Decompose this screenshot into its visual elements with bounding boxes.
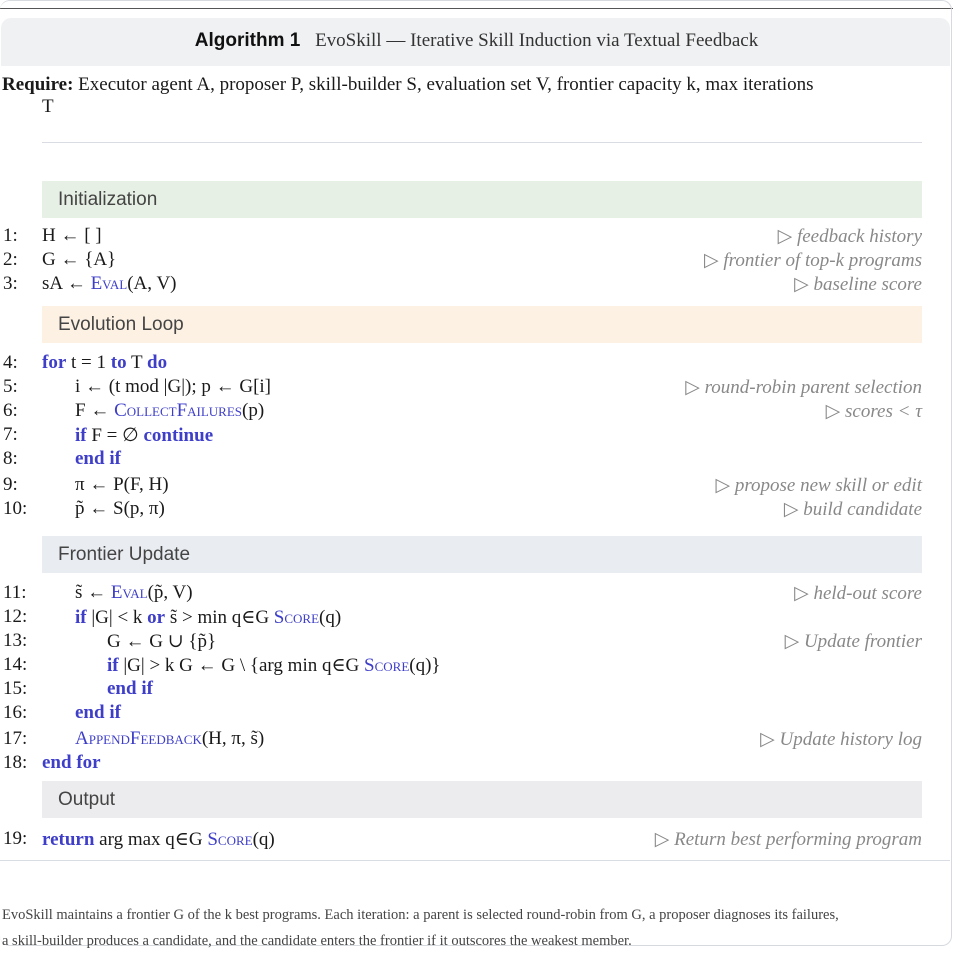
algorithm-line — [0, 249, 922, 273]
line-code: end if — [75, 702, 121, 723]
caption — [2, 902, 952, 954]
line-code: G ← {A} — [42, 249, 117, 270]
algorithm-line — [0, 273, 922, 297]
algorithm-line — [0, 606, 922, 630]
line-code: if F = ∅ continue — [75, 425, 214, 446]
algorithm-line — [0, 448, 922, 472]
line-comment: ▷ baseline score — [794, 274, 922, 295]
section-evolution-loop — [42, 306, 922, 343]
algorithm-line — [0, 678, 922, 702]
line-number: 6: — [3, 400, 18, 421]
line-number: 5: — [3, 376, 18, 397]
line-comment: ▷ feedback history — [777, 226, 922, 247]
require-label: Require: — [2, 74, 74, 95]
line-number: 7: — [3, 424, 18, 445]
line-number: 15: — [3, 678, 28, 699]
line-code: return arg max q∈G Score(q) — [42, 829, 275, 850]
line-number: 8: — [3, 448, 18, 469]
line-code: G ← G ∪ {p̃} — [107, 631, 217, 652]
algorithm-line — [0, 498, 922, 522]
line-comment: ▷ scores < τ — [825, 401, 922, 422]
section-label: Output — [58, 789, 116, 810]
line-code: end if — [107, 678, 153, 699]
caption-line-1: EvoSkill maintains a frontier G of the k best programs. Each iteration: a parent is selected round-robin from G, a proposer diagnoses its failures, — [2, 907, 839, 923]
line-code: F ← CollectFailures(p) — [75, 400, 265, 421]
line-code: end if — [75, 448, 121, 469]
line-code: s̃ ← Eval(p̃, V) — [75, 582, 193, 603]
divider — [0, 860, 950, 861]
line-number: 12: — [3, 606, 28, 627]
line-number: 19: — [3, 828, 28, 849]
require-block — [2, 74, 927, 118]
require-text: Executor agent A, proposer P, skill-builder S, evaluation set V, frontier capacity k, max iterations — [78, 74, 814, 95]
algorithm-line — [0, 752, 922, 776]
line-comment: ▷ held-out score — [794, 583, 922, 604]
line-code: p̃ ← S(p, π) — [75, 498, 165, 519]
line-code: sA ← Eval(A, V) — [42, 273, 177, 294]
algorithm-line — [0, 582, 922, 606]
line-code: if |G| < k or s̃ > min q∈G Score(q) — [75, 607, 342, 628]
line-number: 10: — [3, 498, 28, 519]
algorithm-line — [0, 225, 922, 249]
line-code: H ← [ ] — [42, 225, 102, 246]
line-comment: ▷ frontier of top-k programs — [704, 250, 922, 271]
algorithm-line — [0, 654, 922, 678]
algorithm-line — [0, 474, 922, 498]
algorithm-label: Algorithm 1 — [194, 30, 301, 51]
line-number: 16: — [3, 702, 28, 723]
line-number: 11: — [3, 582, 27, 603]
line-number: 17: — [3, 728, 28, 749]
algorithm-line — [0, 702, 922, 726]
algorithm-name: EvoSkill — Iterative Skill Induction via Textual Feedback — [315, 30, 759, 51]
line-code: if |G| > k G ← G \ {arg min q∈G Score(q)} — [107, 655, 441, 676]
line-number: 9: — [3, 474, 18, 495]
line-comment: ▷ Update history log — [760, 729, 922, 750]
line-number: 2: — [3, 249, 18, 270]
line-number: 13: — [3, 630, 28, 651]
algorithm-line — [0, 828, 922, 852]
section-initialization — [42, 181, 922, 218]
line-number: 14: — [3, 654, 28, 675]
algorithm-line — [0, 424, 922, 448]
line-comment: ▷ propose new skill or edit — [715, 475, 922, 496]
algorithm-line — [0, 376, 922, 400]
section-output — [42, 781, 922, 818]
line-comment: ▷ build candidate — [783, 499, 922, 520]
line-code: for t = 1 to T do — [42, 352, 168, 373]
algorithm-line — [0, 630, 922, 654]
line-number: 4: — [3, 352, 18, 373]
line-comment: ▷ Update frontier — [784, 631, 922, 652]
line-code: AppendFeedback(H, π, s̃) — [75, 728, 265, 749]
section-label: Evolution Loop — [58, 314, 184, 335]
section-label: Frontier Update — [58, 544, 191, 565]
require-text-cont: T — [42, 96, 54, 117]
line-code: π ← P(F, H) — [75, 474, 169, 495]
section-frontier-update — [42, 536, 922, 573]
section-label: Initialization — [58, 189, 158, 210]
algorithm-title — [0, 30, 953, 52]
line-number: 3: — [3, 273, 18, 294]
line-code: i ← (t mod |G|); p ← G[i] — [75, 376, 272, 397]
algorithm-line — [0, 400, 922, 424]
line-number: 1: — [3, 225, 18, 246]
line-number: 18: — [3, 752, 28, 773]
algorithm-line — [0, 352, 922, 376]
line-code: end for — [42, 752, 101, 773]
line-comment: ▷ round-robin parent selection — [685, 377, 922, 398]
line-comment: ▷ Return best performing program — [654, 829, 922, 850]
algorithm-line — [0, 728, 922, 752]
caption-line-2: a skill-builder produces a candidate, and the candidate enters the frontier if it outscores the weakest member. — [2, 933, 632, 949]
divider — [42, 142, 922, 143]
